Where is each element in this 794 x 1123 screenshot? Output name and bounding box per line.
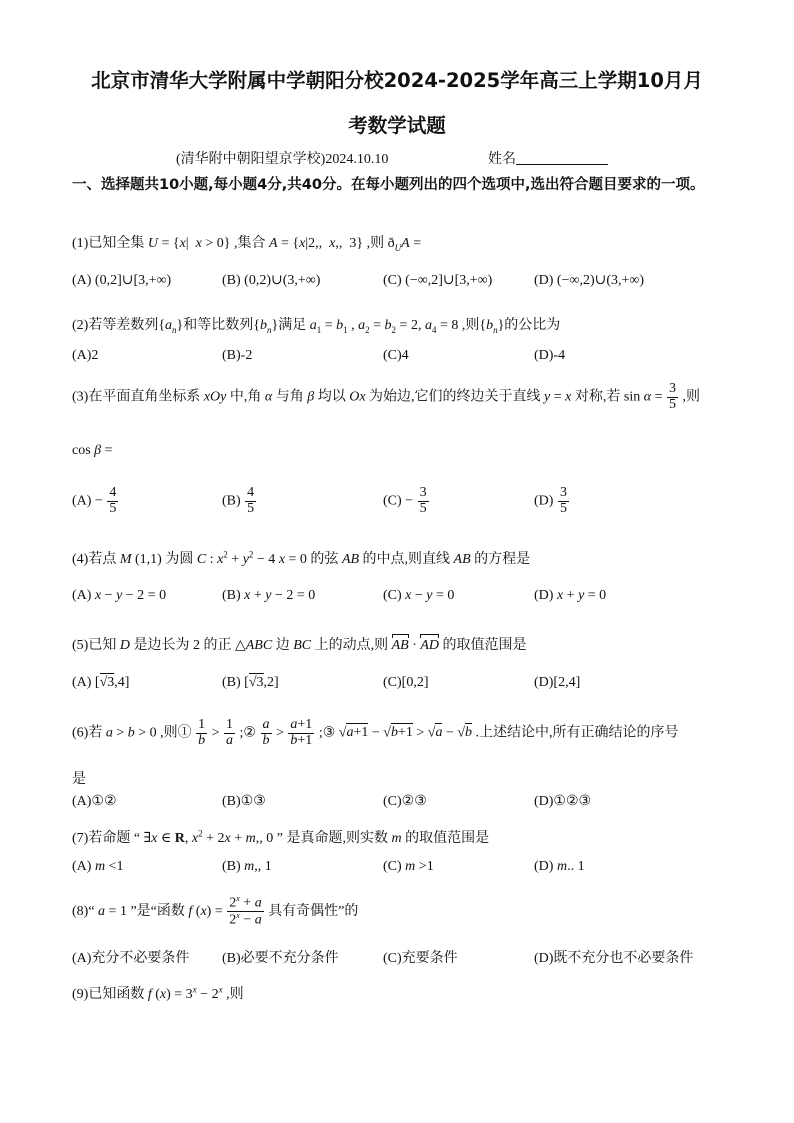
q8-option-c[interactable]: (C)充要条件 bbox=[383, 951, 458, 966]
q6-option-b[interactable]: (B)①③ bbox=[222, 794, 266, 809]
q4-option-c[interactable]: (C) x − y = 0 bbox=[383, 588, 455, 603]
q2-option-a[interactable]: (A)2 bbox=[72, 348, 99, 363]
q8-option-a[interactable]: (A)充分不必要条件 bbox=[72, 951, 190, 966]
exam-title-line1: 北京市清华大学附属中学朝阳分校2024-2025学年高三上学期10月月 bbox=[91, 69, 703, 92]
question-5-stem: (5)已知 D 是边长为 2 的正 △ABC 边 BC 上的动点,则 AB · AD 的取值范围是 bbox=[72, 638, 527, 653]
q2-option-b[interactable]: (B)-2 bbox=[222, 348, 253, 363]
section-heading: 一、选择题共10小题,每小题4分,共40分。在每小题列出的四个选项中,选出符合题目要求的一项。 bbox=[72, 177, 705, 193]
q8-option-d[interactable]: (D)既不充分也不必要条件 bbox=[534, 951, 694, 966]
question-3-stem-cont: cos β = bbox=[72, 443, 113, 458]
q3-option-b[interactable]: (B) $\frac{4}{5}$ bbox=[222, 485, 255, 516]
question-3-stem: (3)在平面直角坐标系 xOy 中,角 α 与角 β 均以 Ox 为始边,它们的终边关于直线 y = x 对称,若 sin α = $\frac{3}{5}$ ,则 bbox=[72, 381, 700, 412]
question-1-stem: (1)已知全集 U = {x| x > 0} ,集合 A = {x|2,, x,, 3} ,则 $ð_UA$ = bbox=[72, 236, 422, 253]
q7-option-d[interactable]: (D) m.. 1 bbox=[534, 859, 585, 874]
name-field[interactable] bbox=[488, 148, 608, 168]
q5-option-d[interactable]: (D)[2,4] bbox=[534, 675, 581, 690]
q1-option-a[interactable]: (A) (0,2]∪[3,+∞) bbox=[72, 273, 172, 288]
q2-option-d[interactable]: (D)-4 bbox=[534, 348, 566, 363]
q3-option-a[interactable]: (A) − $\frac{4}{5}$ bbox=[72, 485, 117, 516]
question-9-stem: (9)已知函数 f $(x) = 3^x - 2^x$ ,则 bbox=[72, 984, 244, 1002]
q5-option-c[interactable]: (C)[0,2] bbox=[383, 675, 429, 690]
q6-option-c[interactable]: (C)②③ bbox=[383, 794, 427, 809]
q7-option-b[interactable]: (B) m,, 1 bbox=[222, 859, 272, 874]
q2-option-c[interactable]: (C)4 bbox=[383, 348, 409, 363]
q5-option-a[interactable]: (A) [√3,4] bbox=[72, 675, 130, 690]
q8-option-b[interactable]: (B)必要不充分条件 bbox=[222, 951, 339, 966]
q7-option-c[interactable]: (C) m >1 bbox=[383, 859, 434, 874]
name-blank[interactable] bbox=[516, 150, 608, 165]
school-date-line bbox=[176, 148, 516, 168]
q3-option-d[interactable]: (D) $\frac{3}{5}$ bbox=[534, 485, 567, 516]
question-7-stem: (7)若命题 “ ∃x ∈ R, $x^2 + 2x + m$,, 0 ” 是真命题,则实数 m 的取值范围是 bbox=[72, 828, 490, 846]
question-6-stem: (6)若 a > b > 0 ,则① $\frac{1}{b}$ > $\frac{1}{a}$ ;② $\frac{a}{b}$ > $\frac{a+1}{b+1}$ ;③ √a+1 − √b+1 > √a − √b .上述结论中,所有正确结论的序号 bbox=[72, 717, 679, 748]
q7-option-a[interactable]: (A) m <1 bbox=[72, 859, 124, 874]
q4-option-b[interactable]: (B) x + y − 2 = 0 bbox=[222, 588, 316, 603]
q3-option-c[interactable]: (C) − $\frac{3}{5}$ bbox=[383, 485, 427, 516]
q5-option-b[interactable]: (B) [√3,2] bbox=[222, 675, 279, 690]
question-4-stem: (4)若点 M (1,1) 为圆 C : $x^2 + y^2 - 4$ x = 0 的弦 AB 的中点,则直线 AB 的方程是 bbox=[72, 549, 531, 567]
q1-option-b[interactable]: (B) (0,2)∪(3,+∞) bbox=[222, 273, 321, 288]
q4-option-d[interactable]: (D) x + y = 0 bbox=[534, 588, 607, 603]
question-6-stem-cont: 是 bbox=[72, 772, 86, 787]
school-date: (清华附中朝阳望京学校)2024.10.10 bbox=[176, 152, 389, 167]
exam-title-line2: 考数学试题 bbox=[348, 114, 446, 137]
q4-option-a[interactable]: (A) x − y − 2 = 0 bbox=[72, 588, 167, 603]
q6-option-d[interactable]: (D)①②③ bbox=[534, 794, 592, 809]
question-8-stem: (8)“ a = 1 ”是“函数 f (x) = $\frac{2^x + a}{2^x - a}$ 具有奇偶性”的 bbox=[72, 894, 359, 928]
q6-option-a[interactable]: (A)①② bbox=[72, 794, 117, 809]
q1-option-c[interactable]: (C) (−∞,2]∪[3,+∞) bbox=[383, 273, 493, 288]
question-2-stem: (2)若等差数列$\{a_n\}$和等比数列$\{b_n\}$满足 $a_1 = b_1$ , $a_2 = b_2 = 2$, $a_4 = 8$ ,则$\{b_n\}$的公比为 bbox=[72, 318, 561, 335]
q1-option-d[interactable]: (D) (−∞,2)∪(3,+∞) bbox=[534, 273, 645, 288]
name-label: 姓名 bbox=[488, 152, 516, 167]
